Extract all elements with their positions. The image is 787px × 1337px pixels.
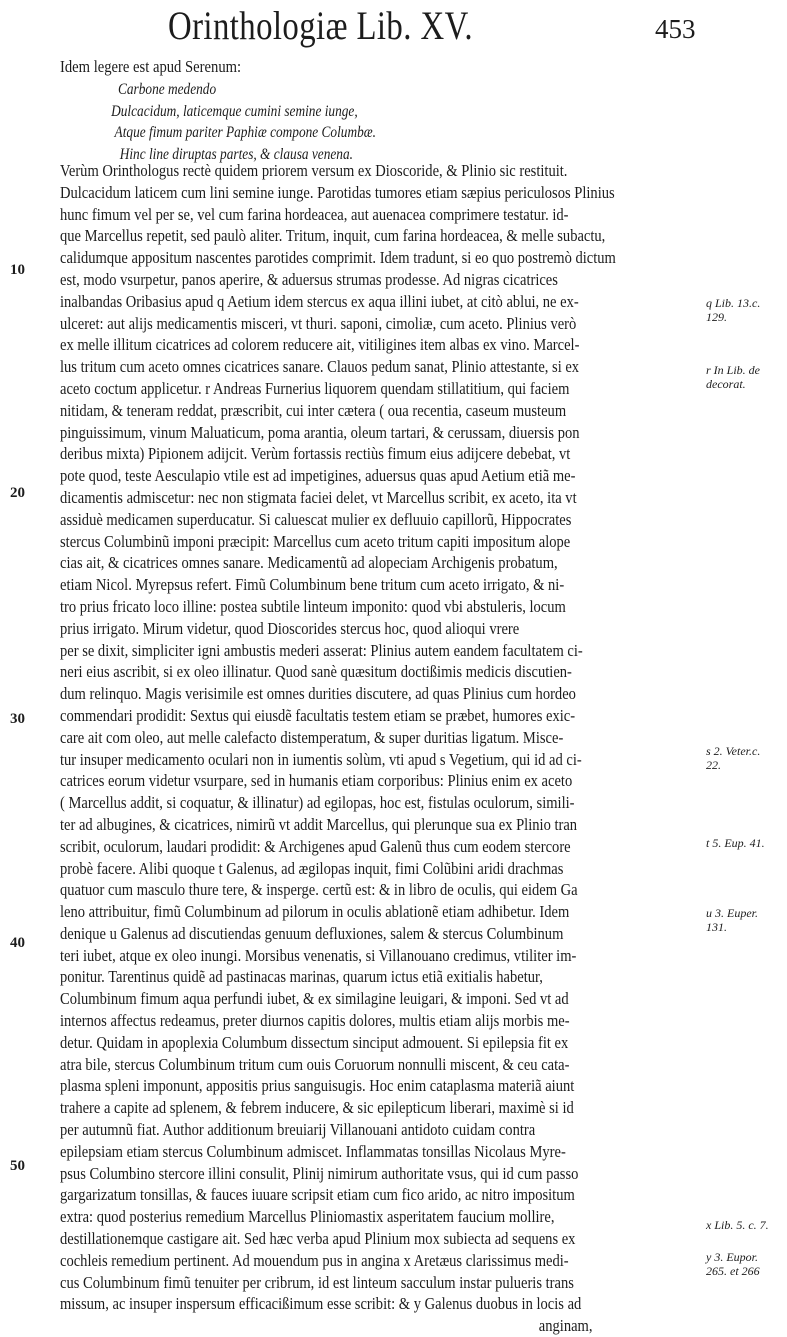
- text-line: prius irrigato. Mirum videtur, quod Dioscorides stercus hoc, quod alioqui vrere: [60, 618, 520, 638]
- text-line: calidumque appositum nascentes parotides comprimit. Idem tradunt, si eo quo postremò dictum: [60, 248, 616, 268]
- verse-quotation: [111, 79, 376, 165]
- text-line: scribit, oculorum, laudari prodidit: & Archigenes apud Galenũ thus cum eodem stercore: [60, 836, 571, 856]
- text-line: anginam,: [538, 1316, 593, 1336]
- text-line: commendari prodidit: Sextus qui eiusdẽ facultatis testem etiam se præbet, humores exic-: [60, 705, 576, 725]
- margin-note: r In Lib. de decorat.: [706, 363, 760, 391]
- text-line: detur. Quidam in apoplexia Columbum dissectum sinciput admouent. Si epilepsia fit ex: [60, 1032, 569, 1052]
- text-line: Verùm Orinthologus rectè quidem priorem versum ex Dioscoride, & Plinio sic restituit.: [60, 161, 568, 180]
- text-line: gargarizatum tonsillas, & fauces iuuare scripsit etiam cum fico arido, ac nitro impositum: [60, 1185, 575, 1205]
- text-line: ter ad albugines, & cicatrices, nimirũ vt addit Marcellus, qui plerunque sua ex Plinio tran: [60, 814, 578, 834]
- text-line: psus Columbino stercore illini consulit, Plinij nimirum authoritate vsus, qui id cum passo: [60, 1163, 579, 1183]
- text-line: nitidam, & teneram reddat, præscribit, cui inter cætera ( oua recentia, caseum musteum: [60, 400, 567, 420]
- text-line: ulceret: aut alijs medicamentis misceri, vt thuri. saponi, cimoliæ, cum aceto. Plinius verò: [60, 313, 577, 333]
- text-line: deribus mixta) Pipionem adijcit. Verùm fortassis rectiùs fimum eius adijcere debebat, vt: [60, 444, 571, 464]
- page-number: 453: [655, 14, 696, 44]
- text-line: dicamentis admiscetur: nec non stigmata faciei delet, vt Marcellus scribit, ex aceto, ita vt: [60, 487, 577, 507]
- text-line: inalbandas Oribasius apud q Aetium idem stercus ex aqua illini iubet, at citò ablui, ne ex-: [60, 291, 579, 311]
- text-line: teri iubet, atque ex oleo inungi. Morsibus venenatis, si Villanouano credimus, vtiliter im-: [60, 945, 577, 965]
- text-line: cias ait, & cicatrices omnes sanare. Medicamentũ ad alopeciam Archigenis probatum,: [60, 553, 558, 573]
- text-line: plasma spleni imponunt, appositis prius sanguisugis. Hoc enim cataplasma materiã aiunt: [60, 1076, 575, 1096]
- text-line: ex melle illitum cicatrices ad colorem reducere ait, vitiligines item albas ex vino. Marcel-: [60, 335, 580, 355]
- text-line: internos affectus redeamus, preter diurnos capitis dolores, multis etiam alijs morbis me-: [60, 1011, 570, 1031]
- line-number: 30: [10, 711, 25, 727]
- running-title: Orinthologiæ Lib. XV.: [168, 3, 474, 48]
- margin-note: q Lib. 13.c. 129.: [706, 296, 761, 324]
- text-line: ponitur. Tarentinus quidẽ ad pastinacas marinas, quarum ictus etiã exitialis habetur,: [60, 967, 543, 987]
- text-line: care ait com oleo, aut melle calefacto distemperatum, & super duritias ligatum. Misce-: [60, 727, 564, 747]
- text-line: trahere a capite ad splenem, & febrem inducere, & sic epilepticum liberari, maximè si id: [60, 1098, 574, 1118]
- text-line: stercus Columbinũ imponi præcipit: Marcellus cum aceto tritum capiti impositum alope: [60, 531, 571, 551]
- text-line: probè facere. Alibi quoque t Galenus, ad ægilopas inquit, fimi Colũbini aridi drachmas: [60, 858, 564, 878]
- body-text: [60, 160, 616, 1337]
- text-line: per se dixit, simpliciter igni ambustis mederi asserat: Plinius autem eandem facultatem ci-: [60, 640, 583, 660]
- line-number: 10: [10, 262, 25, 278]
- text-line: lus tritum cum aceto omnes cicatrices sanare. Clauos pedum sanat, Plinio attestante, si ex: [60, 357, 580, 377]
- text-line: destillationemque castigare ait. Sed hæc verba apud Plinium mox subiecta ad sequens ex: [60, 1229, 576, 1249]
- text-line: hunc fimum vel per se, vel cum farina hordeacea, aut auenacea comprimere testatur. id-: [60, 204, 569, 224]
- text-line: quatuor cum masculo thure tere, & insperge. certũ est: & in libro de oculis, qui eidem Ga: [60, 880, 578, 900]
- text-line: per autumnũ fiat. Author additionum breuiarij Villanouani antidoto cuidam contra: [60, 1120, 536, 1140]
- text-line: neri eius ascribit, si ex oleo illinatur. Quod sanè quæsitum doctißimis medicis discutien-: [60, 662, 572, 682]
- text-line: leno attribuitur, fimũ Columbinum ad pilorum in oculis ablationẽ etiam adhibetur. Idem: [60, 902, 570, 922]
- text-line: est, modo vsurpetur, panos aperire, & aduersus strumas prodesse. Ad nigras cicatrices: [60, 269, 558, 289]
- line-number: 50: [10, 1158, 25, 1174]
- text-line: tur insuper medicamento oculari non in iumentis solùm, vti apud s Vegetium, qui id ad ci-: [60, 749, 582, 769]
- text-line: denique u Galenus ad discutiendas genuum defluxiones, salem & stercus Columbinum: [60, 923, 564, 943]
- text-line: Dulcacidum laticem cum lini semine iunge. Parotidas tumores etiam sæpius periculosos Plinius: [60, 182, 615, 202]
- margin-note: y 3. Eupor. 265. et 266: [706, 1250, 760, 1278]
- text-line: que Marcellus repetit, sed paulò aliter. Tritum, inquit, cum farina hordeacea, & melle subactu,: [60, 226, 606, 246]
- verse-line: Hinc line diruptas partes, & clausa venena.: [119, 145, 353, 163]
- verse-line: Atque fimum pariter Paphiæ compone Columbæ.: [114, 124, 376, 141]
- margin-note: u 3. Euper. 131.: [706, 906, 758, 934]
- verse-line: Carbone medendo: [118, 81, 217, 98]
- text-line: tro prius fricato loco illine: postea subtile linteum imponito: quod vbi abstuleris, locum: [60, 596, 566, 616]
- text-line: ( Marcellus addit, si coquatur, & illinatur) ad egilopas, hoc est, fistulas oculorum, simili-: [60, 793, 575, 813]
- text-line: etiam Nicol. Myrepsus refert. Fimũ Columbinum bene tritum cum aceto irrigato, & ni-: [60, 575, 565, 595]
- text-line: extra: quod posterius remedium Marcellus Pliniomastix asperitatem faucium mollire,: [60, 1207, 555, 1227]
- text-line: catrices eorum videtur vsurpare, sed in humanis etiam corporibus: Plinius enim ex aceto: [60, 771, 573, 791]
- verse-line: Dulcacidum, laticemque cumini semine iunge,: [111, 102, 358, 120]
- margin-note: t 5. Eup. 41.: [706, 836, 765, 850]
- text-line: pote quod, teste Aesculapio vtile est ad impetigines, aduersus quas apud Aetium etiã me-: [60, 466, 576, 486]
- text-line: epilepsiam etiam stercus Columbinum admiscet. Inflammatas tonsillas Nicolaus Myre-: [60, 1141, 566, 1161]
- text-line: cochleis remedium pertinent. Ad mouendum pus in angina x Aretæus clarissimus medi-: [60, 1250, 569, 1270]
- margin-note: s 2. Veter.c. 22.: [706, 744, 761, 772]
- text-line: assiduè medicamen superducatur. Si caluescat mulier ex defluuio capillorũ, Hippocrates: [60, 509, 572, 529]
- text-line: Columbinum fimum aqua perfundi iubet, & ex similagine leuigari, & imponi. Sed vt ad: [60, 989, 569, 1009]
- margin-note: x Lib. 5. c. 7.: [706, 1218, 769, 1232]
- text-line: cus Columbinum fimũ tenuiter per cribrum, id est linteum sacculum instar pulueris trans: [60, 1272, 574, 1292]
- line-number: 20: [10, 485, 25, 501]
- text-line: pinguissimum, vinum Maluaticum, poma arantia, oleum tartari, & cerussam, diuersis pon: [60, 422, 580, 442]
- text-line: missum, ac insuper inspersum efficacißimum esse scribit: & y Galenus duobus in locis ad: [60, 1294, 582, 1314]
- intro-line: Idem legere est apud Serenum:: [60, 57, 242, 76]
- text-line: aceto coctum applicetur. r Andreas Furnerius liquorem quendam stillatitium, qui faciem: [60, 378, 570, 398]
- text-line: dum relinquo. Magis verisimile est omnes durities discutere, ad quas Plinius cum hordeo: [60, 684, 576, 704]
- line-number: 40: [10, 935, 25, 951]
- text-line: atra bile, stercus Columbinum tritum cum ouis Coruorum nonnulli miscent, & ceu cata-: [60, 1054, 570, 1074]
